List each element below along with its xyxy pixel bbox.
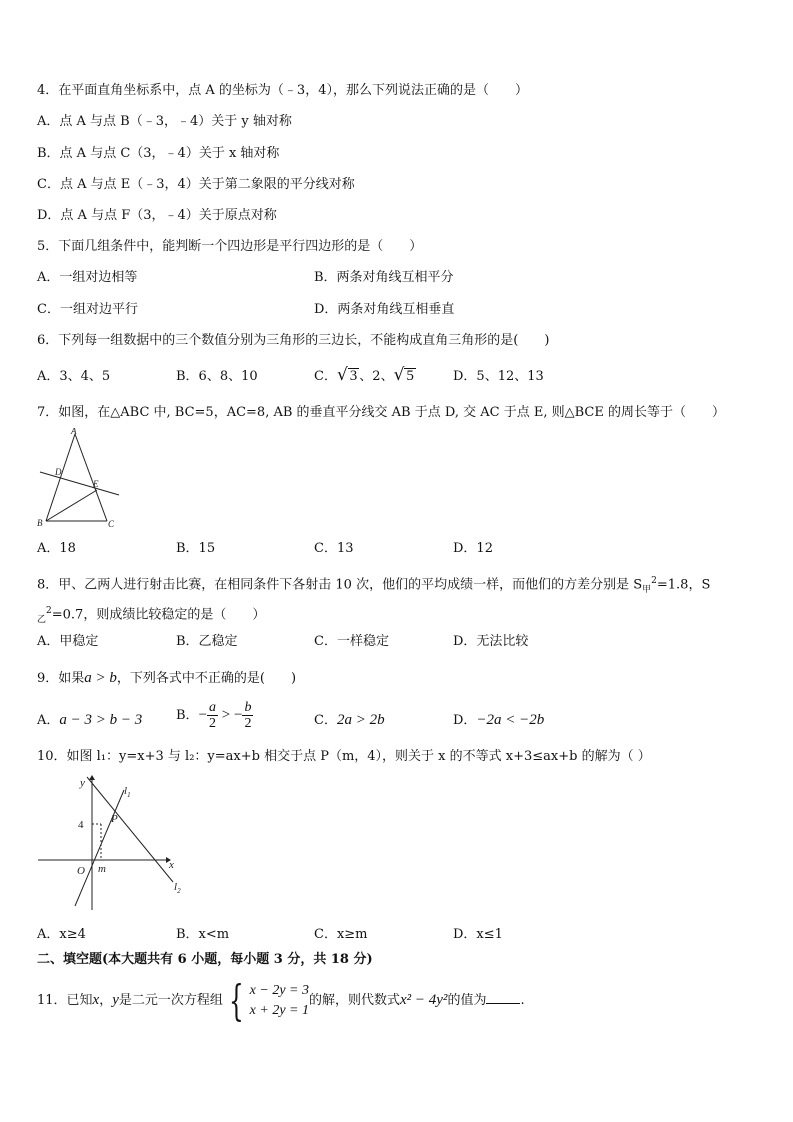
q7-perpendicular-bisector xyxy=(40,472,119,495)
q10-label-origin: O xyxy=(77,865,85,877)
q6-option-d: D．5、12、13 xyxy=(453,369,544,384)
q4-option-a: A．点 A 与点 B（﹣3，﹣4）关于 y 轴对称 xyxy=(37,114,292,129)
q10-label-x: x xyxy=(169,859,174,871)
q7-label-c: C xyxy=(108,519,115,529)
q9-option-b: B．− $\frac{a}{2}$ > − $\frac{b}{2}$ xyxy=(176,700,252,731)
q10-label-4: 4 xyxy=(78,819,84,831)
q9-stem: 9．如果a > b，下列各式中不正确的是( ) xyxy=(37,670,297,686)
q5-option-a: A．一组对边相等 xyxy=(37,270,138,285)
q10-option-c: C．x≥m xyxy=(314,927,368,942)
q10-option-b: B．x<m xyxy=(176,927,230,942)
q6-option-a: A．3、4、5 xyxy=(37,369,111,384)
q4-option-d: D．点 A 与点 F（3，﹣4）关于原点对称 xyxy=(37,208,277,223)
q10-label-y: y xyxy=(80,777,85,789)
q7-label-a: A xyxy=(71,428,77,436)
q7-triangle-figure xyxy=(36,428,126,530)
q7-option-c: C．13 xyxy=(314,541,354,556)
q6-c-root1: 3 xyxy=(349,368,358,384)
q10-graph-figure xyxy=(34,772,194,914)
q9-option-a: A．a − 3 > b − 3 xyxy=(37,712,143,728)
q8-option-b: B．乙稳定 xyxy=(176,634,238,649)
q9-option-d: D．−2a < −2b xyxy=(453,712,545,728)
q9-option-c: C．2a > 2b xyxy=(314,712,385,728)
q7-segment-ac xyxy=(75,434,107,521)
q5-option-c: C．一组对边平行 xyxy=(37,302,138,317)
q6-c-sep: 、2、 xyxy=(359,369,394,384)
q8-stem-line1: 8．甲、乙两人进行射击比赛，在相同条件下各射击 10 次，他们的平均成绩一样，而他们的方差分别是 $S_甲^2=1.8$，S xyxy=(37,576,711,595)
q4-option-b: B．点 A 与点 C（3，﹣4）关于 x 轴对称 xyxy=(37,146,280,161)
q11-equation-system: x − 2y = 3 x + 2y = 1 xyxy=(249,982,309,1018)
q11-stem: 11．已知x，y是二元一次方程组 { x − 2y = 3 x + 2y = 1 的解，则代数式x² − 4y²的值为 . xyxy=(37,975,525,1025)
q8-option-c: C．一样稳定 xyxy=(314,634,389,649)
q11-answer-blank[interactable] xyxy=(486,991,520,1004)
q8-option-d: D．无法比较 xyxy=(453,634,529,649)
q7-segment-be xyxy=(46,490,97,521)
q10-y-arrow xyxy=(89,775,95,780)
q8-option-a: A．甲稳定 xyxy=(37,634,99,649)
q7-option-b: B．15 xyxy=(176,541,216,556)
q7-label-b: B xyxy=(37,518,43,528)
q8-stem-line2: $_乙^2$=0.7，则成绩比较稳定的是（ ） xyxy=(37,606,266,625)
q6-stem: 6．下列每一组数据中的三个数值分别为三角形的三边长，不能构成直角三角形的是( ) xyxy=(37,333,550,348)
q6-c-root2: 5 xyxy=(406,368,414,384)
q10-stem: 10．如图 l₁：y=x+3 与 l₂：y=ax+b 相交于点 P（m，4），则关于 x 的不等式 x+3≤ax+b 的解为（ ） xyxy=(37,749,651,764)
q5-stem: 5．下面几组条件中，能判断一个四边形是平行四边形的是（ ） xyxy=(37,239,423,254)
q7-stem: 7．如图，在△ABC 中, BC=5，AC=8, AB 的垂直平分线交 AB 于点 D, 交 AC 于点 E, 则△BCE 的周长等于（ ） xyxy=(37,405,725,420)
q10-label-l2: $l_2$ xyxy=(174,881,181,895)
q5-option-d: D．两条对角线互相垂直 xyxy=(314,302,455,317)
q10-line-l1 xyxy=(75,790,124,906)
q10-label-p: P xyxy=(111,813,118,825)
q4-stem: 4．在平面直角坐标系中，点 A 的坐标为（﹣3，4），那么下列说法正确的是（ ） xyxy=(37,83,528,98)
q10-label-l1: $l_1$ xyxy=(124,785,131,799)
q6-c-label: C． xyxy=(314,369,337,384)
q10-option-a: A．x≥4 xyxy=(37,927,86,942)
q10-option-d: D．x≤1 xyxy=(453,927,503,942)
q10-label-m: m xyxy=(98,863,106,875)
q6-option-c: C．√ 3 、2、√ 5 xyxy=(314,365,414,385)
q7-label-d: D xyxy=(55,467,62,477)
section-2-heading: 二、填空题(本大题共有 6 小题，每小题 3 分，共 18 分) xyxy=(37,952,373,967)
q4-option-c: C．点 A 与点 E（﹣3，4）关于第二象限的平分线对称 xyxy=(37,177,355,192)
q6-option-b: B．6、8、10 xyxy=(176,369,258,384)
q7-label-e: E xyxy=(93,479,99,489)
q7-option-a: A．18 xyxy=(37,541,76,556)
q5-option-b: B．两条对角线互相平分 xyxy=(314,270,454,285)
q7-option-d: D．12 xyxy=(453,541,493,556)
